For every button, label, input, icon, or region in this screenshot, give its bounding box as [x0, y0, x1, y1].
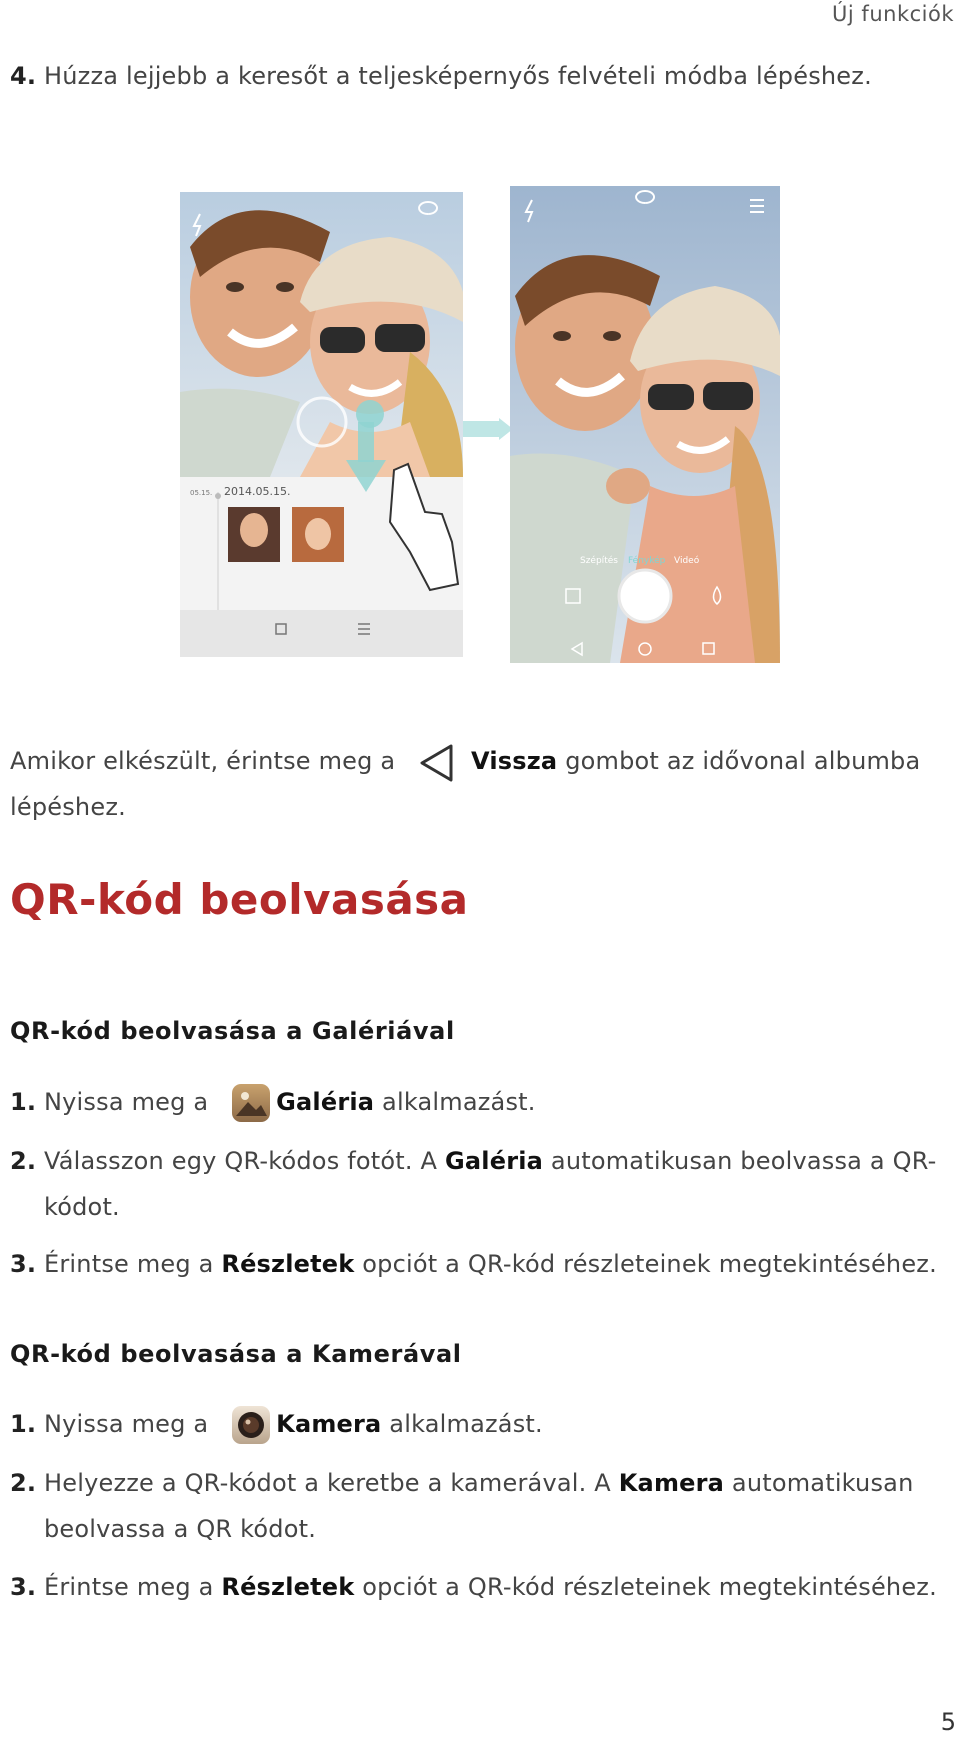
app-name: Galéria: [276, 1088, 375, 1116]
step-number: 2.: [10, 1147, 37, 1175]
app-name: Kamera: [618, 1469, 725, 1497]
timeline-date-small: 05.15.: [190, 489, 213, 497]
step-text: Válasszon egy QR-kódos fotót. A: [44, 1147, 438, 1175]
step-number: 2.: [10, 1469, 37, 1497]
transition-arrow: [463, 418, 513, 440]
gallery-step-2-line2: kódot.: [44, 1193, 120, 1221]
step-text: Helyezze a QR-kódot a keretbe a kamerával. A: [44, 1469, 611, 1497]
app-name: Galéria: [445, 1147, 544, 1175]
gallery-app-icon: [232, 1084, 270, 1122]
step-4: [10, 59, 872, 93]
timeline-date: 2014.05.15.: [224, 485, 291, 498]
step-text: Érintse meg a: [44, 1573, 214, 1601]
step-text: Nyissa meg a: [44, 1410, 209, 1438]
right-arrow-icon: [463, 418, 513, 440]
step-text-end: automatikusan: [731, 1469, 914, 1497]
mode-photo: Fénykép: [628, 556, 666, 566]
back-instruction-suffix: gombot az idővonal albumba: [565, 747, 921, 775]
back-label: Vissza: [471, 747, 558, 775]
camera-step-2-line2: beolvassa a QR kódot.: [44, 1515, 317, 1543]
step-number: 4.: [10, 62, 37, 90]
camera-screenshot: [510, 186, 780, 663]
mode-beauty: Szépítés: [580, 556, 618, 566]
app-name: Kamera: [276, 1410, 382, 1438]
mode-video: Videó: [674, 556, 700, 566]
section-title: QR-kód beolvasása: [10, 875, 469, 924]
step-text-end: alkalmazást.: [382, 1088, 536, 1116]
step-text-end: opciót a QR-kód részleteinek megtekintéséhez.: [362, 1250, 937, 1278]
page-header: Új funkciók: [832, 2, 954, 26]
camera-step-3: [10, 1570, 937, 1604]
step-text: Érintse meg a: [44, 1250, 214, 1278]
step-text-end: alkalmazást.: [389, 1410, 543, 1438]
camera-step-2: [10, 1466, 913, 1500]
step-text: Húzza lejjebb a keresőt a teljesképernyős felvételi módba lépéshez.: [44, 62, 872, 90]
back-instruction-prefix: Amikor elkészült, érintse meg a: [10, 747, 396, 775]
step-text: Nyissa meg a: [44, 1088, 209, 1116]
option-name: Részletek: [221, 1573, 355, 1601]
step-number: 1.: [10, 1088, 37, 1116]
camera-subtitle: QR-kód beolvasása a Kamerával: [10, 1340, 462, 1368]
back-triangle-icon: [417, 742, 457, 782]
camera-step-1: [10, 1406, 543, 1444]
back-instruction-line2: lépéshez.: [10, 793, 126, 821]
camera-app-icon: [232, 1406, 270, 1444]
step-number: 3.: [10, 1250, 37, 1278]
page-number: 5: [940, 1708, 956, 1736]
camera-photo-illustration: [510, 186, 780, 663]
gallery-screenshot: [180, 192, 463, 657]
gallery-photo-illustration: [180, 192, 463, 657]
gallery-step-2: [10, 1144, 937, 1178]
step-text-end: automatikusan beolvassa a QR-: [550, 1147, 937, 1175]
option-name: Részletek: [221, 1250, 355, 1278]
step-number: 3.: [10, 1573, 37, 1601]
gallery-subtitle: QR-kód beolvasása a Galériával: [10, 1017, 455, 1045]
gallery-step-3: [10, 1247, 937, 1281]
step-text-end: opciót a QR-kód részleteinek megtekintéséhez.: [362, 1573, 937, 1601]
back-instruction: [10, 742, 920, 782]
gallery-step-1: [10, 1084, 536, 1122]
step-number: 1.: [10, 1410, 37, 1438]
